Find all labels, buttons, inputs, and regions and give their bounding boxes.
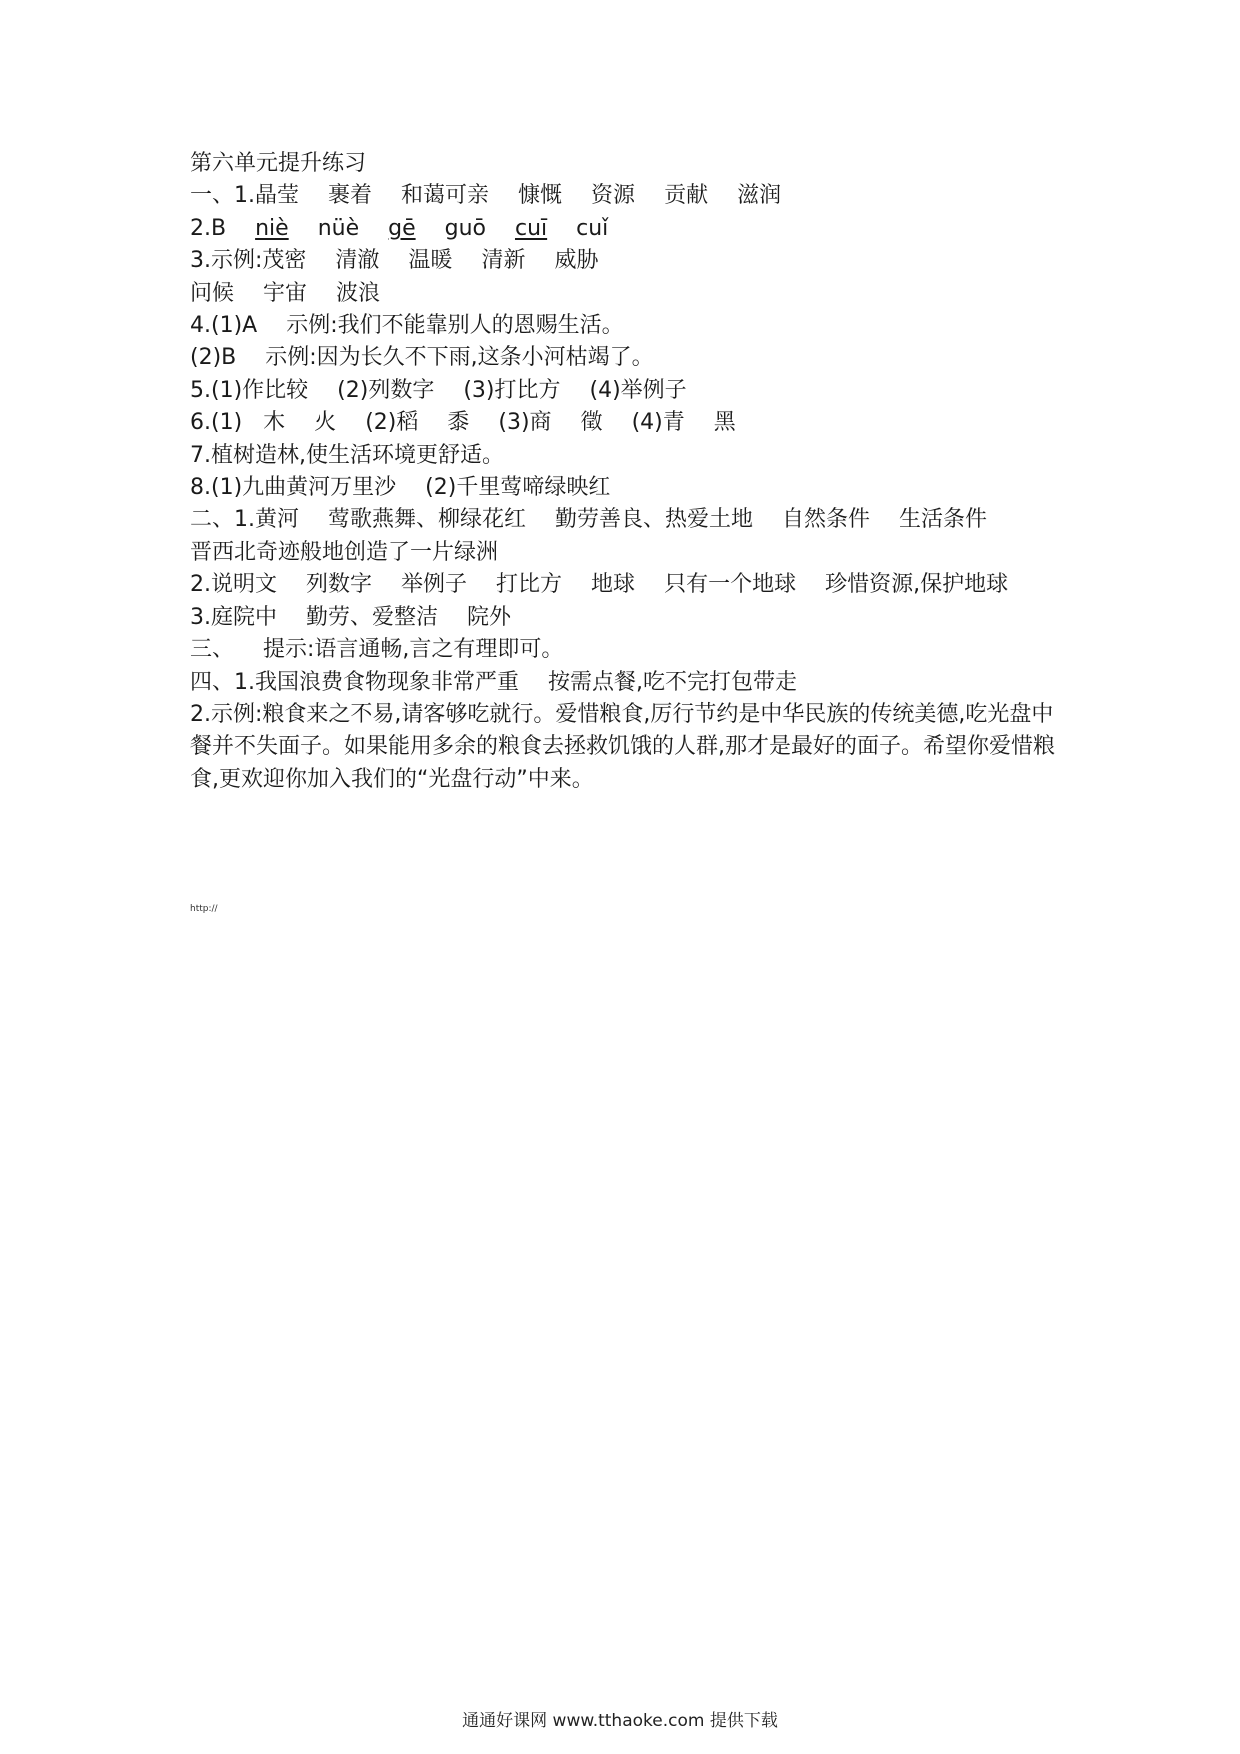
page-title: 第六单元提升练习 xyxy=(190,151,367,176)
p1-q5: 5.(1)作比较 (2)列数字 (3)打比方 (4)举例子 xyxy=(190,377,687,403)
p1-q2: 2.B niè nüè gē guō cuī cuǐ xyxy=(190,215,609,241)
p1-q3-line1: 3.示例:茂密 清澈 温暖 清新 威胁 xyxy=(190,248,599,274)
p1-q8: 8.(1)九曲黄河万里沙 (2)千里莺啼绿映红 xyxy=(190,475,611,501)
p1-q1: 一、1.晶莹 裹着 和蔼可亲 慷慨 资源 贡献 滋润 xyxy=(190,183,782,209)
url-text: http:// xyxy=(190,904,218,914)
p2-q2: 2.说明文 列数字 举例子 打比方 地球 只有一个地球 珍惜资源,保护地球 xyxy=(190,572,1009,598)
p1-q7: 7.植树造林,使生活环境更舒适。 xyxy=(190,442,504,468)
p2-q3: 3.庭院中 勤劳、爱整洁 院外 xyxy=(190,604,512,630)
p2-q1-line1: 二、1.黄河 莺歌燕舞、柳绿花红 勤劳善良、热爱土地 自然条件 生活条件 xyxy=(190,507,988,533)
answer-content xyxy=(190,148,1070,796)
p1-q4b: (2)B 示例:因为长久不下雨,这条小河枯竭了。 xyxy=(190,345,654,371)
p3: 三、 提示:语言通畅,言之有理即可。 xyxy=(190,637,564,663)
pinyin-underlined: gē xyxy=(388,215,416,241)
p4-q1: 四、1.我国浪费食物现象非常严重 按需点餐,吃不完打包带走 xyxy=(190,669,797,695)
p4-q2: 2.示例:粮食来之不易,请客够吃就行。爱惜粮食,厉行节约是中华民族的传统美德,吃光盘中餐并不失面子。如果能用多余的粮食去拯救饥饿的人群,那才是最好的面子。希望你爱惜粮食,更欢迎你加入我们的“光盘行动”中来。 xyxy=(190,701,1055,792)
p1-q3-line2: 问候 宇宙 波浪 xyxy=(190,280,381,306)
pinyin-underlined: cuī xyxy=(514,215,548,241)
footer-credit: 通通好课网 www.tthaoke.com 提供下载 xyxy=(462,1711,778,1731)
p1-q4a: 4.(1)A 示例:我们不能靠别人的恩赐生活。 xyxy=(190,313,624,339)
p2-q1-line2: 晋西北奇迹般地创造了一片绿洲 xyxy=(190,539,499,565)
pinyin-underlined: niè xyxy=(255,215,289,241)
p1-q6: 6.(1) 木 火 (2)稻 黍 (3)商 徵 (4)青 黑 xyxy=(190,410,736,436)
